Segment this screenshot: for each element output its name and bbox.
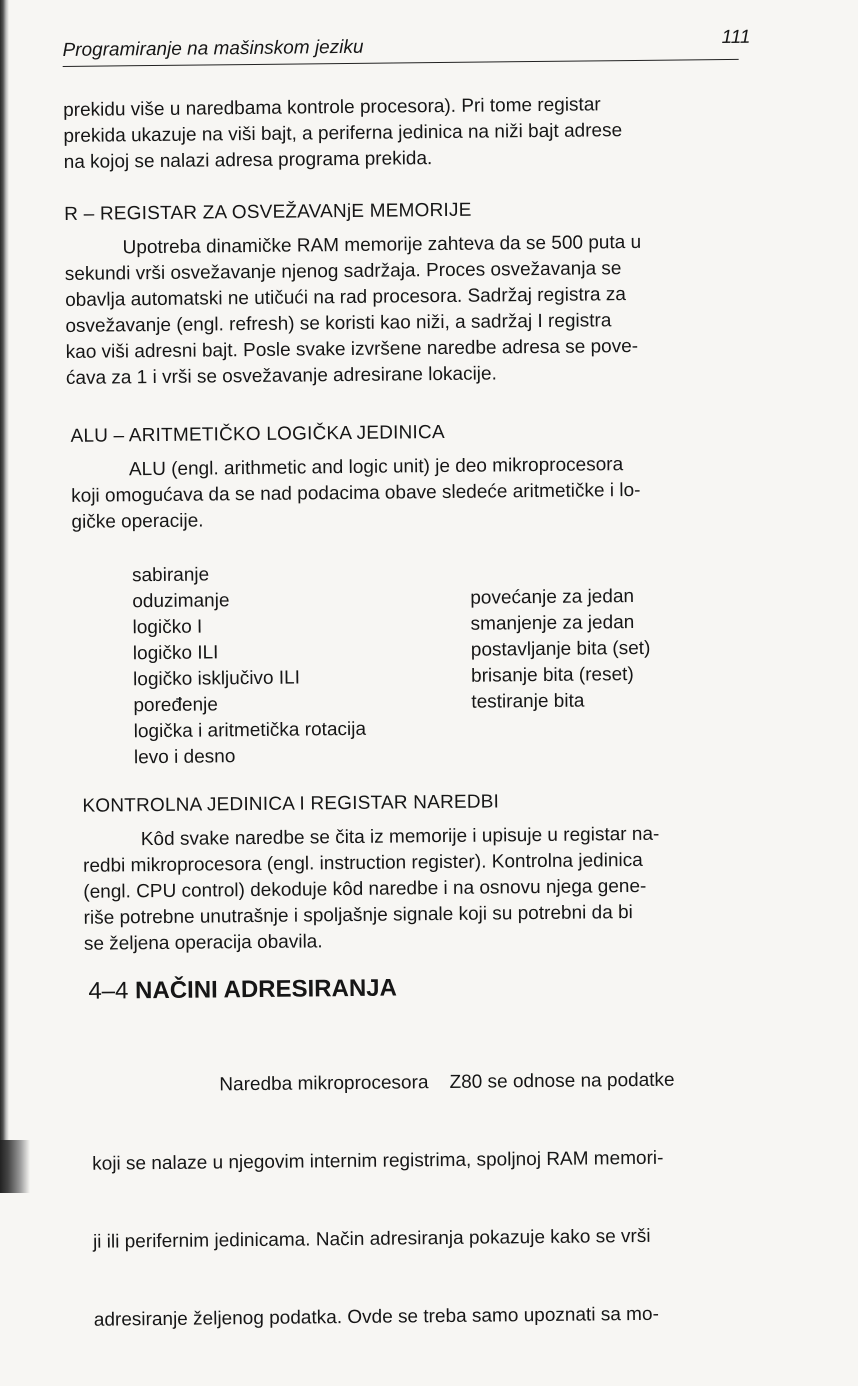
book-page [58, 0, 770, 1331]
list-item: logičko I [132, 616, 203, 639]
page-number: 111 [721, 26, 751, 49]
text-line: obavlja automatski ne utičući na rad procesora. Sadržaj registra za [65, 284, 627, 311]
list-item: oduzimanje [132, 590, 230, 613]
text-line: se željena operacija obavila. [83, 931, 323, 955]
text-line: ćava za 1 i vrši se osvežavanje adresirane lokacije. [65, 363, 497, 389]
text-line: Naredba mikroprocesora Z80 se odnose na podatke [219, 1069, 675, 1096]
alu-paragraph [71, 452, 641, 536]
list-item: logičko ILI [132, 642, 219, 665]
text-line: Kôd svake naredbe se čita iz memorije i upisuje u registar na- [140, 823, 660, 851]
text-line: (engl. CPU control) dekoduje kôd naredbe i na osnovu njega gene- [83, 875, 647, 903]
list-item: povećanje za jedan [470, 586, 635, 609]
book-spine-shadow [0, 0, 9, 1193]
alu-operations-left-list [132, 561, 366, 771]
text-line: kao viši adresni bajt. Posle svake izvršene naredbe adresa se pove- [65, 335, 639, 363]
running-header-title: Programiranje na mašinskom jeziku [62, 36, 364, 61]
list-item: poređenje [133, 694, 219, 717]
text-line: sekundi vrši osvežavanje njenog sadržaja. Proces osvežavanja se [64, 258, 622, 285]
list-item: smanjenje za jedan [470, 612, 635, 635]
text-line: adresiranje željenog podatka. Ovde se treba samo upoznati sa mo- [93, 1303, 659, 1331]
text-line: koji se nalaze u njegovim internim registrima, spoljnoj RAM memori- [92, 1147, 664, 1175]
running-header [62, 26, 751, 67]
list-item: logička i aritmetička rotacija [133, 718, 367, 743]
list-item: brisanje bita (reset) [470, 664, 634, 687]
text-line: ALU (engl. arithmetic and logic unit) je deo mikroprocesora [128, 454, 624, 481]
text-line: prekida ukazuje na viši bajt, a periferna jedinica na niži bajt adrese [63, 120, 623, 147]
alu-operations-right-list [470, 584, 651, 716]
section-number: 4–4 [88, 977, 129, 1005]
text-line: koji omogućava da se nad podacima obave sledeće aritmetičke i lo- [71, 479, 641, 507]
text-line: gičke operacije. [71, 510, 204, 533]
text-line: ji ili perifernim jedinicama. Način adresiranja pokazuje kako se vrši [92, 1225, 651, 1253]
intro-paragraph [63, 92, 623, 176]
text-line: Upotreba dinamičke RAM memorije zahteva da se 500 puta u [122, 231, 642, 259]
section-heading-r-register: R – REGISTAR ZA OSVEŽAVANjE MEMORIJE [64, 199, 472, 225]
control-unit-paragraph [83, 822, 661, 958]
text-line: osvežavanje (engl. refresh) se koristi kao niži, a sadržaj I registra [65, 310, 612, 337]
section-heading-alu: ALU – ARITMETIČKO LOGIČKA JEDINICA [70, 421, 445, 447]
section-heading-control-unit: KONTROLNA JEDINICA I REGISTAR NAREDBI [82, 791, 500, 817]
text-line: redbi mikroprocesora (engl. instruction register). Kontrolna jedinica [82, 849, 643, 877]
list-item: levo i desno [133, 746, 236, 769]
text-line: riše potrebne unutrašnje i spoljašnje signale koji su potrebni da bi [83, 902, 633, 929]
list-item: postavljanje bita (set) [470, 637, 651, 661]
list-item: testiranje bita [471, 690, 585, 713]
list-item: sabiranje [131, 564, 210, 587]
r-register-paragraph [64, 230, 642, 392]
addressing-paragraph [91, 1016, 678, 1386]
list-item: logičko isključivo ILI [133, 667, 301, 691]
book-spine-corner-shadow [0, 1140, 30, 1193]
chapter-section-heading [88, 975, 397, 1006]
section-title: NAČINI ADRESIRANJA [134, 974, 398, 1005]
text-line: na kojoj se nalazi adresa programa prekida. [63, 148, 433, 173]
text-line: prekidu više u naredbama kontrole procesora). Pri tome registar [63, 94, 601, 121]
